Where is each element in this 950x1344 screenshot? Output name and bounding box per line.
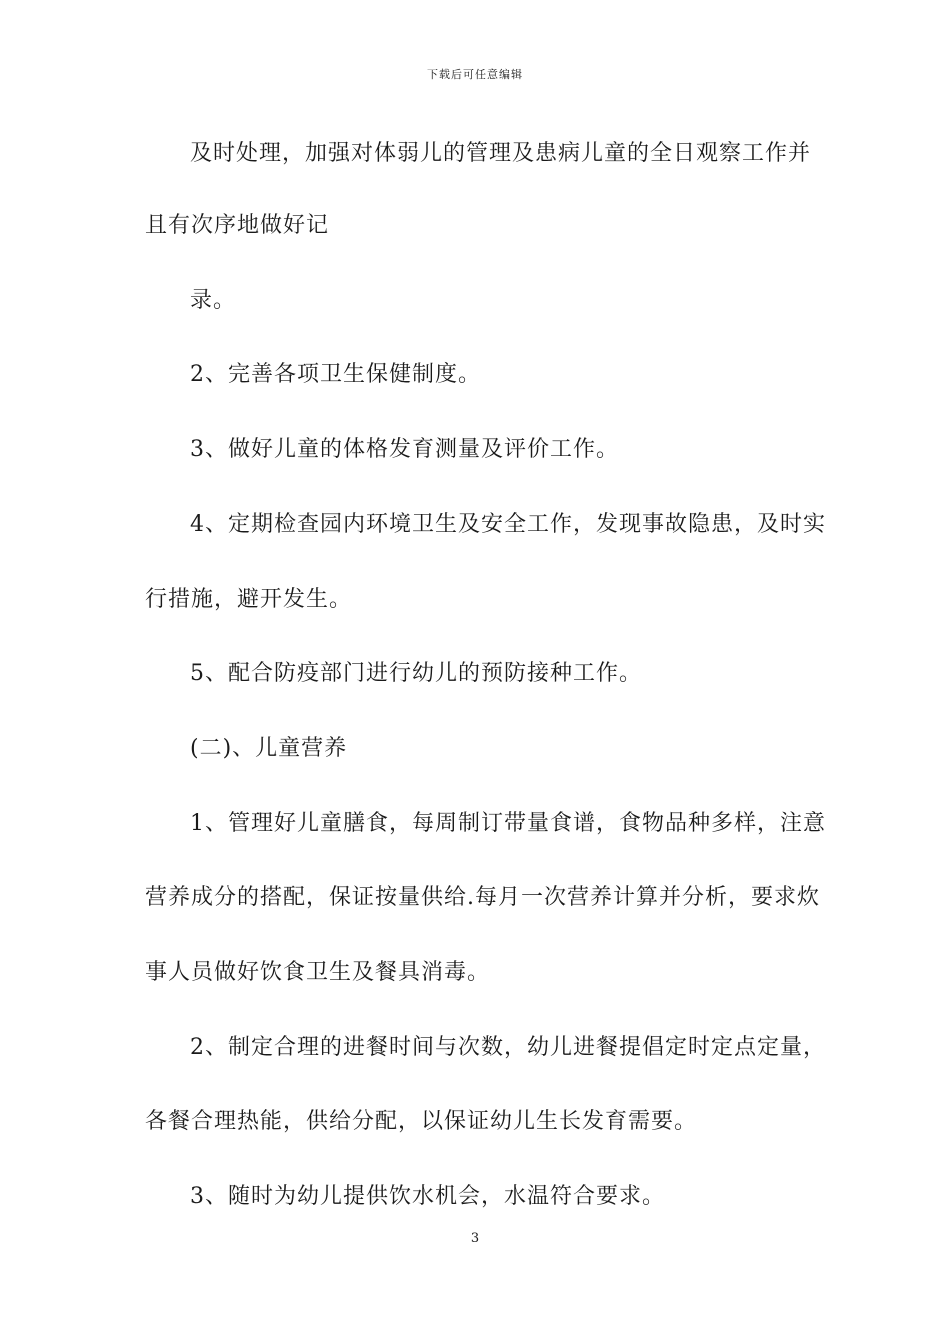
nutrition-item-2-cont: 各餐合理热能，供给分配，以保证幼儿生长发育需要。 bbox=[145, 1109, 698, 1134]
section-heading: (二)、儿童营养 bbox=[190, 736, 348, 761]
body-line-2: 且有次序地做好记 bbox=[145, 213, 330, 238]
list-item-3: 3、做好儿童的体格发育测量及评价工作。 bbox=[190, 437, 619, 462]
list-item-2: 2、完善各项卫生保健制度。 bbox=[190, 362, 481, 387]
nutrition-item-2: 2、制定合理的进餐时间与次数，幼儿进餐提倡定时定点定量， bbox=[190, 1035, 826, 1060]
nutrition-item-1: 1、管理好儿童膳食，每周制订带量食谱，食物品种多样，注意 bbox=[190, 811, 826, 836]
nutrition-item-3: 3、随时为幼儿提供饮水机会，水温符合要求。 bbox=[190, 1184, 665, 1209]
body-line-1: 及时处理，加强对体弱儿的管理及患病儿童的全日观察工作并 bbox=[190, 141, 812, 166]
page-number: 3 bbox=[470, 1231, 480, 1246]
body-line-3: 录。 bbox=[190, 288, 237, 313]
list-item-5: 5、配合防疫部门进行幼儿的预防接种工作。 bbox=[190, 661, 642, 686]
page-header: 下载后可任意编辑 bbox=[427, 68, 523, 81]
list-item-4-cont: 行措施，避开发生。 bbox=[145, 587, 353, 612]
nutrition-item-1-cont2: 事人员做好饮食卫生及餐具消毒。 bbox=[145, 960, 491, 985]
nutrition-item-1-cont: 营养成分的搭配，保证按量供给.每月一次营养计算并分析，要求炊 bbox=[145, 885, 820, 910]
list-item-4: 4、定期检查园内环境卫生及安全工作，发现事故隐患，及时实 bbox=[190, 512, 826, 537]
